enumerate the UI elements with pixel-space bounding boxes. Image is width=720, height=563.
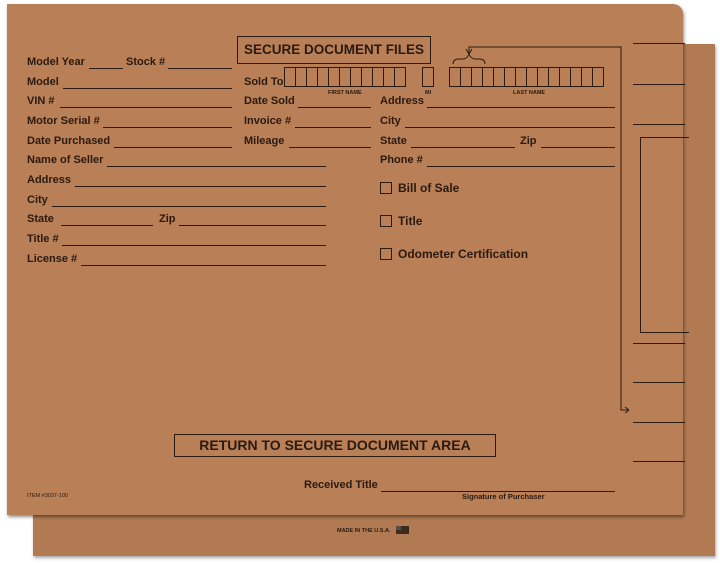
phone-label: Phone # — [380, 154, 423, 166]
license-field[interactable] — [81, 265, 326, 266]
invoice-label: Invoice # — [244, 115, 292, 127]
return-banner: RETURN TO SECURE DOCUMENT AREA — [174, 434, 496, 457]
us-flag-icon — [396, 526, 409, 534]
buyer-address-label: Address — [380, 95, 425, 107]
last-name-caption: LAST NAME — [513, 90, 546, 96]
tab-rule — [633, 84, 685, 85]
invoice-field[interactable] — [295, 127, 371, 128]
first-name-caption: FIRST NAME — [328, 90, 362, 96]
phone-field[interactable] — [427, 166, 615, 167]
tab-rule — [633, 382, 685, 383]
address-field[interactable] — [75, 186, 326, 187]
item-number: ITEM #3037-100 — [27, 493, 68, 499]
odometer-certification-label: Odometer Certification — [398, 247, 529, 261]
motor-serial-label: Motor Serial # — [27, 115, 100, 127]
mileage-label: Mileage — [244, 135, 285, 147]
tab-rule — [633, 422, 685, 423]
bill-of-sale-label: Bill of Sale — [398, 181, 460, 195]
tab-rule — [633, 43, 685, 44]
name-of-seller-field[interactable] — [107, 166, 326, 167]
title-number-label: Title # — [27, 233, 59, 245]
date-purchased-field[interactable] — [114, 147, 232, 148]
buyer-city-field[interactable] — [405, 127, 615, 128]
tab-rule — [633, 343, 685, 344]
tab-window — [640, 137, 689, 333]
buyer-address-field[interactable] — [427, 107, 615, 108]
city-field[interactable] — [52, 206, 326, 207]
checkbox-box[interactable] — [380, 215, 392, 227]
model-year-label: Model Year — [27, 56, 85, 68]
made-in-usa-label: MADE IN THE U.S.A. — [337, 528, 391, 534]
city-label: City — [27, 194, 48, 206]
motor-serial-field[interactable] — [103, 127, 232, 128]
routing-arrow-icon — [447, 42, 637, 414]
model-year-field[interactable] — [89, 68, 123, 69]
state-field[interactable] — [61, 225, 153, 226]
stock-label: Stock # — [126, 56, 166, 68]
odometer-certification-checkbox[interactable] — [380, 247, 528, 261]
buyer-zip-field[interactable] — [541, 147, 615, 148]
zip-field[interactable] — [179, 225, 326, 226]
page-title: SECURE DOCUMENT FILES — [237, 36, 431, 64]
checkbox-box[interactable] — [380, 248, 392, 260]
tab-rule — [633, 461, 685, 462]
mileage-field[interactable] — [289, 147, 371, 148]
model-field[interactable] — [63, 88, 232, 89]
received-title-label: Received Title — [304, 479, 378, 491]
tab-rule — [633, 124, 685, 125]
middle-initial-box[interactable] — [422, 67, 434, 87]
folder-front-panel — [7, 4, 683, 515]
signature-caption: Signature of Purchaser — [462, 492, 545, 501]
model-label: Model — [27, 76, 59, 88]
vin-label: VIN # — [27, 95, 55, 107]
zip-label: Zip — [159, 213, 176, 225]
title-checkbox[interactable] — [380, 214, 422, 228]
date-sold-field[interactable] — [298, 107, 371, 108]
bill-of-sale-checkbox[interactable] — [380, 181, 459, 195]
state-label: State — [27, 213, 54, 225]
stock-field[interactable] — [168, 68, 232, 69]
title-checkbox-label: Title — [398, 214, 423, 228]
buyer-zip-label: Zip — [520, 135, 537, 147]
address-label: Address — [27, 174, 72, 186]
buyer-state-label: State — [380, 135, 407, 147]
date-sold-label: Date Sold — [244, 95, 295, 107]
license-label: License # — [27, 253, 78, 265]
checkbox-box[interactable] — [380, 182, 392, 194]
middle-initial-caption: MI — [425, 90, 432, 96]
sold-to-label: Sold To — [244, 76, 284, 88]
vin-field[interactable] — [60, 107, 232, 108]
first-name-boxes[interactable] — [284, 67, 406, 87]
buyer-state-field[interactable] — [411, 147, 515, 148]
date-purchased-label: Date Purchased — [27, 135, 111, 147]
name-of-seller-label: Name of Seller — [27, 154, 104, 166]
buyer-city-label: City — [380, 115, 401, 127]
title-number-field[interactable] — [62, 245, 326, 246]
